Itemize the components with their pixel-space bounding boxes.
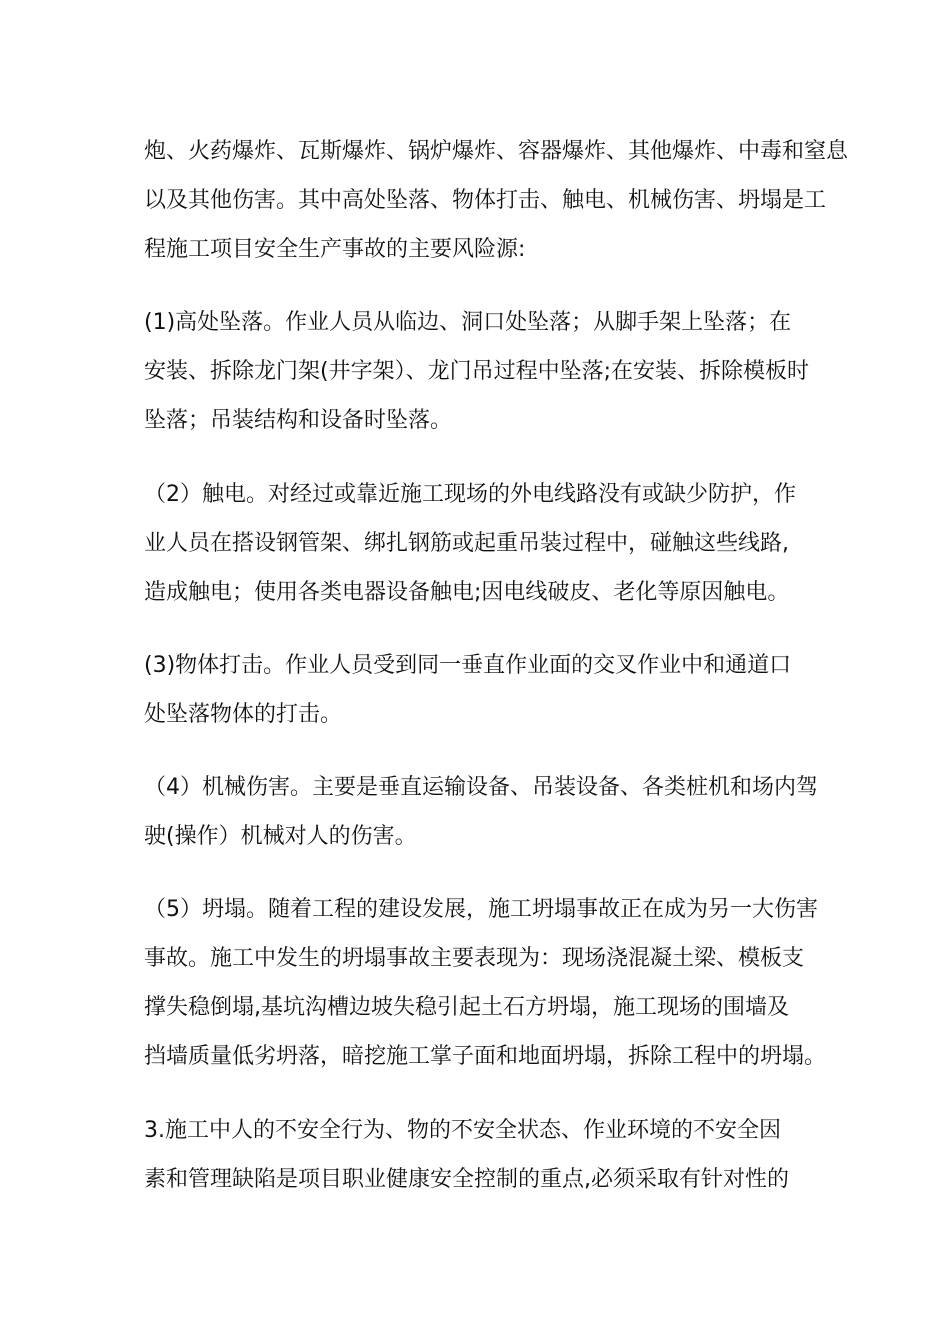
text-line: （4）机械伤害。主要是垂直运输设备、吊装设备、各类桩机和场内驾 <box>144 775 818 800</box>
text-line: 处坠落物体的打击。 <box>144 702 343 727</box>
text-line: 3.施工中人的不安全行为、物的不安全状态、作业环境的不安全因 <box>144 1118 781 1143</box>
text-line: 以及其他伤害。其中高处坠落、物体打击、触电、机械伤害、坍塌是工 <box>144 188 827 213</box>
text-line: (3)物体打击。作业人员受到同一垂直作业面的交叉作业中和通道口 <box>144 653 792 678</box>
text-line: (1)高处坠落。作业人员从临边、洞口处坠落；从脚手架上坠落；在 <box>144 310 792 335</box>
text-line: 坠落；吊装结构和设备时坠落。 <box>144 408 453 433</box>
text-line: 撑失稳倒塌,基坑沟槽边坡失稳引起土石方坍塌，施工现场的围墙及 <box>144 995 789 1020</box>
text-line: 挡墙质量低劣坍落，暗挖施工掌子面和地面坍塌，拆除工程中的坍塌。 <box>144 1044 827 1069</box>
text-line: 素和管理缺陷是项目职业健康安全控制的重点,必须采取有针对性的 <box>144 1167 789 1192</box>
text-line: 驶(操作）机械对人的伤害。 <box>144 824 417 849</box>
text-line: 安装、拆除龙门架(井字架）、龙门吊过程中坠落;在安装、拆除模板时 <box>144 359 809 384</box>
text-line: 业人员在搭设钢管架、绑扎钢筋或起重吊装过程中，碰触这些线路, <box>144 531 789 556</box>
text-line: （5）坍塌。随着工程的建设发展，施工坍塌事故正在成为另一大伤害 <box>144 897 818 922</box>
text-line: （2）触电。对经过或靠近施工现场的外电线路没有或缺少防护，作 <box>144 482 796 507</box>
text-line: 事故。施工中发生的坍塌事故主要表现为：现场浇混凝土梁、模板支 <box>144 946 805 971</box>
text-line: 造成触电；使用各类电器设备触电;因电线破皮、老化等原因触电。 <box>144 580 790 605</box>
text-line: 程施工项目安全生产事故的主要风险源: <box>144 237 526 262</box>
text-line: 炮、火药爆炸、瓦斯爆炸、锅炉爆炸、容器爆炸、其他爆炸、中毒和窒息 <box>144 139 849 164</box>
